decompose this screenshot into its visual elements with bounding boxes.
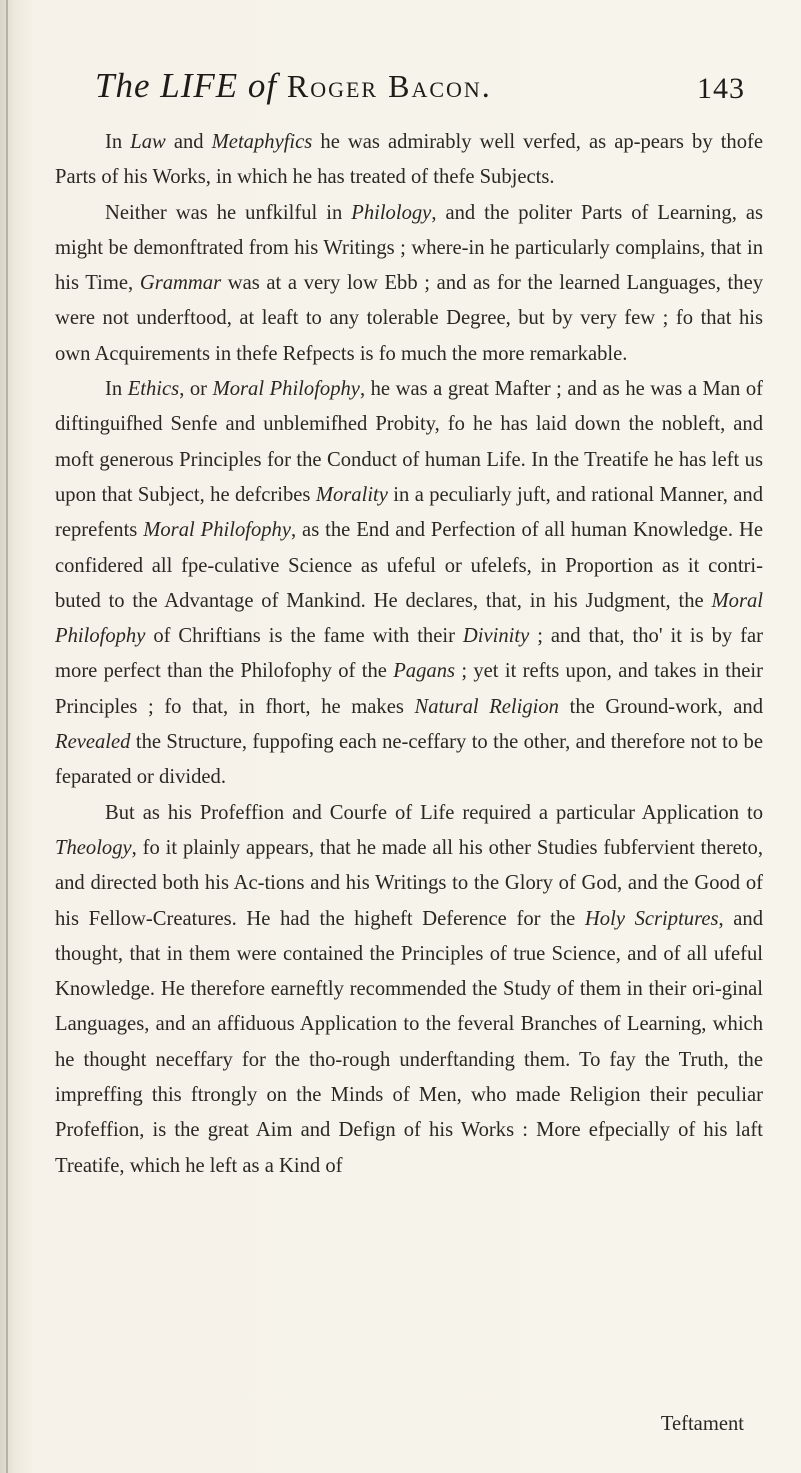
text-run: In [105, 378, 128, 401]
text-run: ; yet it refts upon, and takes in their Principles ; fo that, in fhort, he makes [55, 660, 763, 718]
text-run: Neither was he unfkilful in [105, 201, 352, 224]
page-number: 143 [697, 72, 745, 105]
text-run: , fo it plainly appears, that he made all his other Studies fubfervient thereto, and directed both his Ac-tions and his Writings to the Glory of God, and the Good of his Fellow-Creatures. He had the higheft Deference for the [55, 836, 763, 930]
italic-phrase: Moral Philofophy [55, 589, 763, 648]
running-title [95, 66, 492, 105]
paragraph [55, 125, 763, 196]
title-name: Roger Bacon. [286, 68, 492, 104]
text-run: , or [179, 378, 213, 401]
text-run: , and the politer Parts of Learning, as might be demonftrated from his Writings ; where-in he particularly complains, that in his Time, [55, 201, 763, 295]
paragraph [55, 196, 763, 372]
title-prefix: The [95, 66, 151, 105]
text-run: , he was a great Mafter ; and as he was a Man of diftinguifhed Senfe and unblemifhed Probity, fo he has laid down the nobleft, and moft generous Principles for the Conduct of human Life. In the Treatife he has left us upon that Subject, he defcribes [55, 378, 763, 506]
title-life: LIFE [160, 66, 239, 105]
italic-phrase: Morality [315, 483, 388, 506]
italic-phrase: Moral Philofophy [212, 378, 360, 401]
italic-phrase: Law [130, 131, 166, 153]
text-run: the Ground-work, and [558, 695, 763, 718]
italic-phrase: Natural Religion [414, 695, 559, 718]
text-run: was at a very low Ebb ; and as for the learned Languages, they were not underftood, at leaft to any tolerable Degree, but by very few ; fo that his own Acquirements in thefe Refpects is fo much the more remarkable. [55, 272, 764, 365]
running-header [95, 66, 745, 116]
italic-phrase: Philology [351, 201, 432, 224]
italic-phrase: Theology [55, 836, 132, 859]
text-run: But as his Profeffion and Courfe of Life required a particular Application to [105, 801, 763, 824]
paragraph [55, 796, 763, 1184]
text-run: , as the End and Perfection of all human Knowledge. He confidered all fpe-culative Science as ufeful or ufelefs, in Proportion as it contri-buted to the Advantage of Mankind. He declares, that, in his Judgment, the [55, 519, 763, 612]
text-run: ; and that, tho' it is by far more perfect than the Philofophy of the [55, 625, 763, 683]
text-run: the Structure, fuppofing each ne-ceffary to the other, and therefore not to be feparated or divided. [55, 731, 763, 789]
italic-phrase: Divinity [462, 625, 530, 648]
paragraph [55, 372, 763, 796]
text-run: he was admirably well verfed, as ap-pears by thofe Parts of his Works, in which he has treated of thefe Subjects. [55, 131, 764, 189]
text-run: of Chriftians is the fame with their [145, 625, 463, 648]
title-of: of [247, 66, 278, 105]
text-run: and [165, 131, 212, 153]
text-run: in a peculiarly juft, and rational Manner, and reprefents [55, 483, 763, 542]
text-run: , and thought, that in them were contained the Principles of true Science, and of all ufeful Knowledge. He therefore earneftly recommended the Study of them in their ori-ginal Languages, and an affiduous Application to the feveral Branches of Learning, which he thought neceffary for the tho-rough underftanding them. To fay the Truth, the impreffing this ftrongly on the Minds of Men, who made Religion their peculiar Profeffion, is the great Aim and Defign of his Works : More efpecially of his laft Treatife, which he left as a Kind of [55, 907, 764, 1177]
italic-phrase: Revealed [55, 731, 131, 754]
italic-phrase: Metaphyfics [211, 131, 313, 153]
catchword: Teftament [660, 1413, 744, 1435]
italic-phrase: Pagans [393, 660, 455, 683]
binding-gutter [6, 0, 8, 1473]
body-text [55, 125, 763, 1184]
text-run: In [105, 131, 131, 153]
italic-phrase: Ethics [127, 378, 180, 401]
italic-phrase: Moral Philofophy [143, 519, 291, 542]
italic-phrase: Holy Scriptures [584, 907, 719, 930]
italic-phrase: Grammar [139, 272, 222, 295]
